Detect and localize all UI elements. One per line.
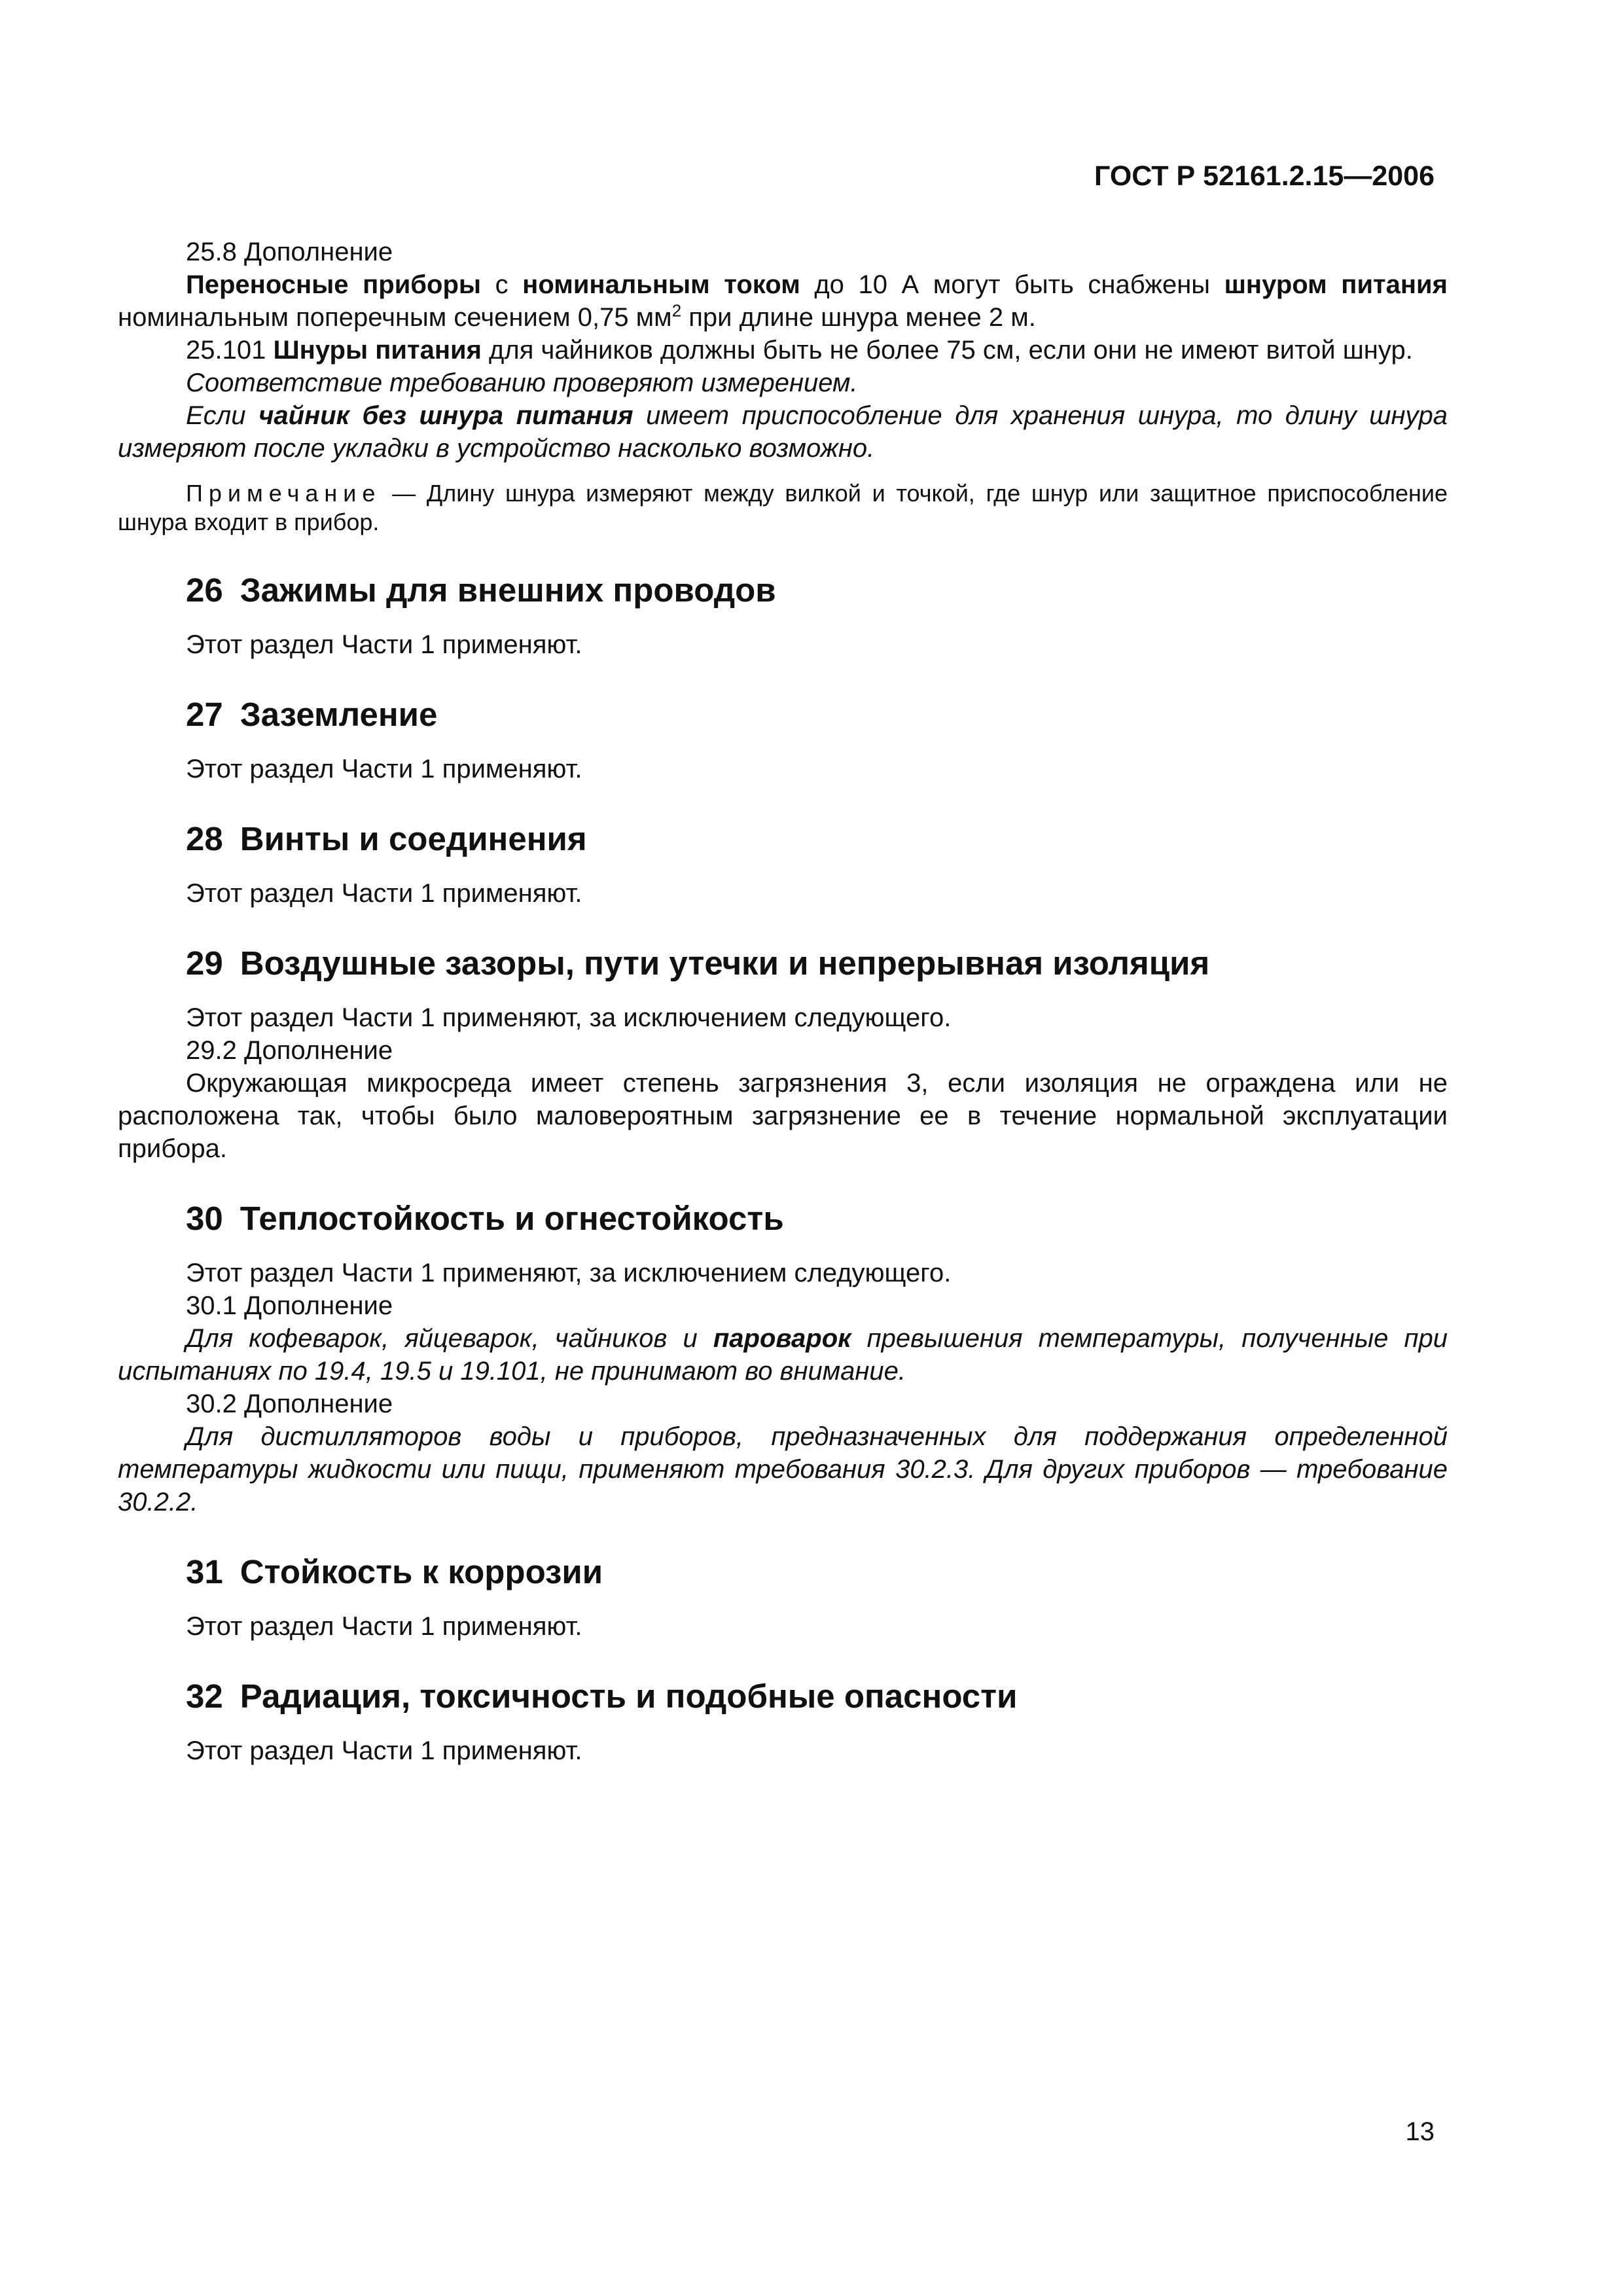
clause-30-1-text: Для кофеварок, яйцеварок, чайников и пароварок превышения температуры, полученные при испытаниях по 19.4, 19.5 и 19.101, не принимают во внимание. (118, 1324, 1448, 1386)
section-30-heading: 30 Теплостойкость и огнестойкость (186, 1200, 784, 1237)
note (118, 479, 1448, 537)
clause-30-1-heading: 30.1 Дополнение (186, 1291, 393, 1320)
bold-term: номинальным током (522, 270, 800, 299)
bold-term: Шнуры питания (273, 336, 482, 365)
bold-term: чайник без шнура питания (259, 401, 633, 430)
note-text: — Длину шнура измеряют между вилкой и точкой, где шнур или защитное приспособление шнура входит в прибор. (118, 480, 1448, 535)
clause-25-101-text: 25.101 Шнуры питания для чайников должны быть не более 75 см, если они не имеют витой шнур. (186, 336, 1413, 365)
section-31-body: Этот раздел Части 1 применяют. (186, 1612, 582, 1641)
clause-25-8-heading: 25.8 Дополнение (186, 238, 393, 266)
section-28-body: Этот раздел Части 1 применяют. (186, 879, 582, 908)
bold-term: Переносные приборы (186, 270, 482, 299)
section-30-body: Этот раздел Части 1 применяют, за исключением следующего. (186, 1259, 952, 1287)
clause-29-2-text: Окружающая микросреда имеет степень загрязнения 3, если изоляция не ограждена или не расположена так, чтобы было маловероятным загрязнение ее в течение нормальной эксплуатации прибора. (118, 1069, 1448, 1163)
section-27-body: Этот раздел Части 1 применяют. (186, 755, 582, 783)
section-26-body: Этот раздел Части 1 применяют. (186, 630, 582, 659)
bold-term: шнуром питания (1224, 270, 1448, 299)
section-26-heading: 26 Зажимы для внешних проводов (186, 571, 776, 609)
compliance-test-text: Соответствие требованию проверяют измерением. (186, 368, 858, 397)
document-id-header: ГОСТ Р 52161.2.15—2006 (1094, 160, 1435, 192)
superscript: 2 (671, 300, 682, 321)
section-29-heading: 29 Воздушные зазоры, пути утечки и непрерывная изоляция (186, 944, 1210, 982)
cord-storage-text: Если чайник без шнура питания имеет приспособление для хранения шнура, то длину шнура измеряют после укладки в устройство насколько возможно. (118, 401, 1448, 463)
bold-term: пароварок (713, 1324, 851, 1353)
section-28-heading: 28 Винты и соединения (186, 820, 587, 857)
clause-30-2-text: Для дистилляторов воды и приборов, предназначенных для поддержания определенной температуры жидкости или пищи, применяют требования 30.2.3. Для других приборов — требование 30.2.2. (118, 1422, 1448, 1516)
section-32-body: Этот раздел Части 1 применяют. (186, 1736, 582, 1765)
section-27-heading: 27 Заземление (186, 696, 438, 733)
section-29-body: Этот раздел Части 1 применяют, за исключением следующего. (186, 1003, 952, 1032)
page-number: 13 (1405, 2117, 1435, 2146)
section-32-heading: 32 Радиация, токсичность и подобные опасности (186, 1677, 1018, 1715)
page-content (118, 236, 1448, 1767)
clause-25-8-text: Переносные приборы с номинальным током до 10 А могут быть снабжены шнуром питания номинальным поперечным сечением 0,75 $мм^2$ при длине шнура менее 2 м. (118, 270, 1448, 332)
note-label: Примечание (186, 480, 382, 507)
clause-29-2-heading: 29.2 Дополнение (186, 1036, 393, 1065)
clause-30-2-heading: 30.2 Дополнение (186, 1390, 393, 1418)
section-31-heading: 31 Стойкость к коррозии (186, 1553, 603, 1590)
